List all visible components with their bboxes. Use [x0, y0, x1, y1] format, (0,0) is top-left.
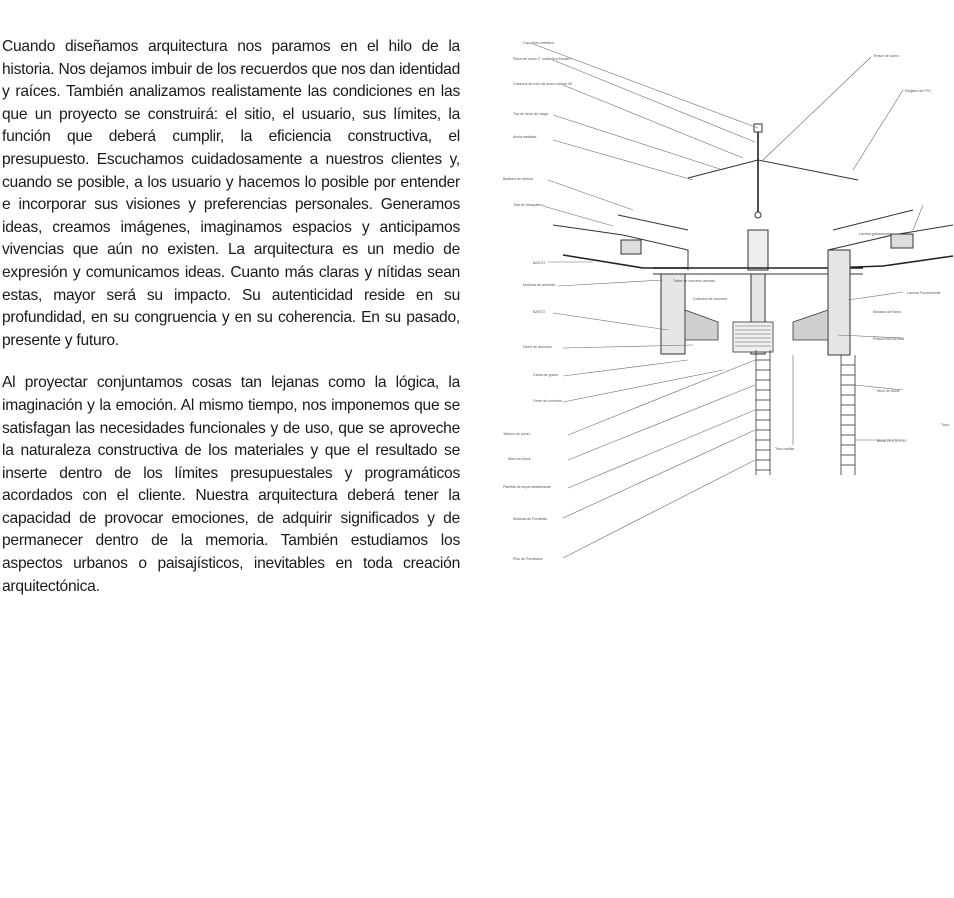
section-detail-svg: [493, 30, 954, 575]
right-wall: [828, 250, 850, 355]
label-l4: Ancla metálica: [513, 135, 537, 139]
label-l10: Dintel de aluminio: [523, 345, 552, 349]
paragraph-1: Cuando diseñamos arquitectura nos paramos en el hilo de la historia. Nos dejamos imbuir de los recuerdos que nos dan identidad y raíces. También analizamos realistamente las condiciones en las que un proyecto se construirá: el sitio, el usuario, sus límites, la función que deberá cumplir, la eficiencia constructiva, el presupuesto. Escuchamos cuidadosamente a nuestros clientes y, cuando se posible, a los usuario y hacemos lo posible por entender e incorporar sus visiones y preferencias personales. Generamos ideas, creamos imágenes, imaginamos espacios y anticipamos vivencias que aún no existen. La arquitectura es un medio de expresión y comunicamos ideas. Cuanto más claras y nítidas sean estas, mayor será su impacto. Su autenticidad reside en su profundidad, en su congruencia y en su coherencia. En su pasado, presente y futuro.: [2, 38, 460, 349]
label-l9: BASTO: [533, 310, 546, 314]
label-r6: Muro de block: [877, 389, 900, 393]
label-c1: Columna de concreto: [693, 297, 728, 301]
label-r1: Registro de PVC: [905, 89, 932, 93]
label-c2: Tres varillas: [775, 447, 795, 451]
label-r3: Lámina Fluorescente: [907, 291, 941, 295]
label-r5: Pintura vinil-acrílica: [873, 337, 905, 341]
label-c0: Trabe de concreto armado: [673, 279, 716, 283]
paragraph-2: Al proyectar conjuntamos cosas tan lejanas como la lógica, la imaginación y la emoción. Al mismo tiempo, nos imponemos que se satisfagan las necesidades funcionales y de uso, que se aproveche la naturaleza constructiva de los materiales y que el resultado se inserte dentro de los límites presupuestales y programáticos acordados con el cliente. Nuestra arquitectura deberá tener la capacidad de provocar emociones, de adquirir significados y de permanecer dentro de la memoria. También estudiamos los aspectos urbanos o paisajísticos, inevitables en toda creación arquitectónica.: [2, 374, 460, 595]
label-l8: Moldura de aluminio: [523, 283, 556, 287]
ladder-left: [756, 350, 770, 475]
label-l1: Placa de unión 2" soldada a Monten: [513, 57, 571, 61]
mast-base: [755, 212, 761, 218]
left-labels: [503, 41, 572, 561]
guy-wire-right: [758, 160, 858, 180]
label-l5: Bastidor de lámina: [503, 177, 533, 181]
center-column-top: [748, 230, 768, 270]
label-l7: BASTO: [533, 261, 546, 265]
guy-wire-left: [688, 160, 758, 178]
architectural-section-drawing: [493, 30, 954, 575]
label-r2: Lámina galvanizada: [859, 232, 891, 236]
label-l15: Plantilla de impermeabilizante: [503, 485, 551, 489]
label-l17: Piso de Porcelana: [513, 557, 543, 561]
label-l3: Tira de fierro de carga: [513, 112, 549, 116]
label-l12: Firme de concreto: [533, 399, 562, 403]
right-gutter: [891, 234, 913, 248]
label-r0: Tensor de acero: [873, 54, 899, 58]
left-fill: [685, 310, 718, 340]
left-slab: [563, 255, 688, 268]
label-l2: Columna de tubo de acero cédula 40: [513, 82, 572, 86]
label-l13: Tablero de panel: [503, 432, 530, 436]
center-fill: [733, 322, 773, 352]
label-l6: Tela de Mosquitero: [513, 203, 544, 207]
body-text: [2, 36, 460, 598]
label-l0: Capuchón metálico: [523, 41, 554, 45]
left-gutter: [621, 240, 641, 254]
left-skylight-glass: [618, 215, 688, 230]
left-leader-lines: [533, 44, 758, 558]
right-fill: [793, 310, 828, 340]
left-wall: [661, 274, 685, 354]
label-r7: Block 20 x 20 x 40: [877, 439, 907, 443]
right-skylight-glass: [833, 210, 913, 230]
center-labels: [673, 279, 794, 451]
label-l11: Cama de grava: [533, 373, 558, 377]
label-r8: Tubo: [941, 423, 950, 427]
label-l16: Moldura de Portafolio: [513, 517, 548, 521]
label-r4: Mosaico de Barro: [873, 310, 902, 314]
ladder-right: [841, 355, 855, 475]
label-l14: Muro de block: [508, 457, 531, 461]
